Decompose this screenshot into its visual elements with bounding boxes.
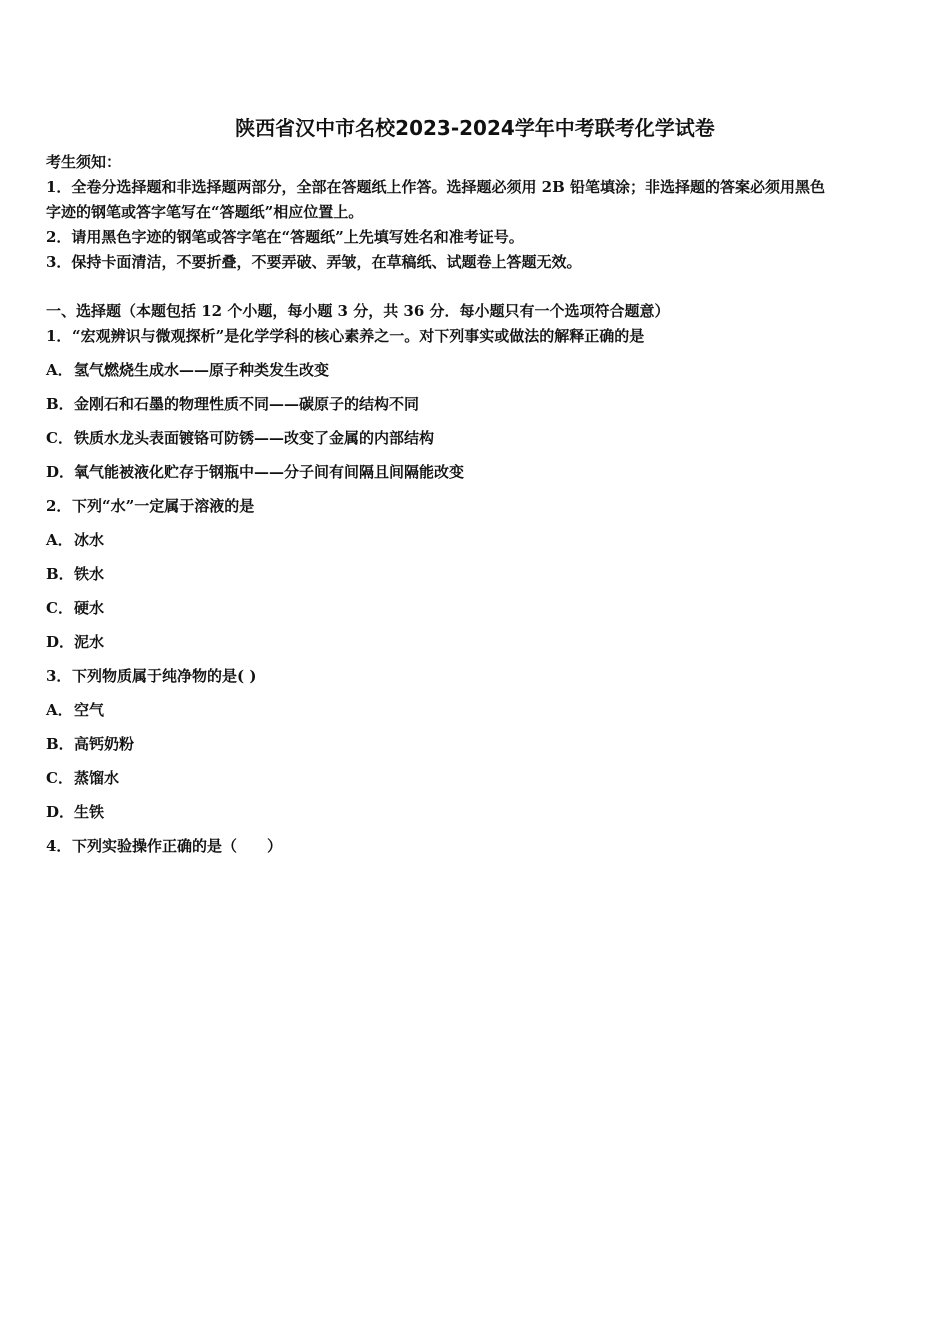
notice-block xyxy=(46,150,916,275)
option-text: 氧气能被液化贮存于钢瓶中——分子间有间隔且间隔能改变 xyxy=(74,463,465,481)
option-text: 铁质水龙头表面镀铬可防锈——改变了金属的内部结构 xyxy=(74,429,435,447)
question-3-option-d xyxy=(46,798,916,832)
question-number: 4． xyxy=(46,837,72,855)
question-3-option-b xyxy=(46,730,916,764)
option-letter: A． xyxy=(46,361,73,379)
option-text: 冰水 xyxy=(74,531,105,549)
option-letter: B． xyxy=(46,735,74,753)
question-text: “宏观辨识与微观探析”是化学学科的核心素养之一。对下列事实或做法的解释正确的是 xyxy=(72,327,645,345)
question-2-option-a xyxy=(46,526,916,560)
question-4-stem xyxy=(46,832,916,866)
option-letter: C． xyxy=(46,429,73,447)
option-letter: D． xyxy=(46,463,75,481)
option-letter: A． xyxy=(46,701,73,719)
notice-line-3: 3．保持卡面清洁，不要折叠，不要弄破、弄皱，在草稿纸、试题卷上答题无效。 xyxy=(46,253,582,271)
question-1-option-a xyxy=(46,356,916,390)
question-text: 下列“水”一定属于溶液的是 xyxy=(72,497,255,515)
option-letter: C． xyxy=(46,599,73,617)
option-text: 氢气燃烧生成水——原子种类发生改变 xyxy=(74,361,330,379)
notice-line-1a: 1．全卷分选择题和非选择题两部分，全部在答题纸上作答。选择题必须用 2B 铅笔填涂；非选择题的答案必须用黑色 xyxy=(46,178,826,196)
question-2-option-b xyxy=(46,560,916,594)
question-number: 2． xyxy=(46,497,72,515)
question-3-option-c xyxy=(46,764,916,798)
question-1-option-c xyxy=(46,424,916,458)
option-letter: A． xyxy=(46,531,73,549)
section-heading: 一、选择题（本题包括 12 个小题，每小题 3 分，共 36 分．每小题只有一个选项符合题意） xyxy=(46,302,670,320)
question-2-option-c xyxy=(46,594,916,628)
option-letter: D． xyxy=(46,803,75,821)
option-text: 铁水 xyxy=(74,565,105,583)
question-3-stem xyxy=(46,662,916,696)
page-title: 陕西省汉中市名校2023-2024学年中考联考化学试卷 xyxy=(235,116,715,140)
question-text: 下列物质属于纯净物的是( ) xyxy=(72,667,257,685)
option-text: 高钙奶粉 xyxy=(74,735,135,753)
notice-line-1b: 字迹的钢笔或答字笔写在“答题纸”相应位置上。 xyxy=(46,203,364,221)
option-text: 蒸馏水 xyxy=(74,769,120,787)
question-3-option-a xyxy=(46,696,916,730)
option-letter: B． xyxy=(46,565,74,583)
question-2-stem xyxy=(46,492,916,526)
option-text: 硬水 xyxy=(74,599,105,617)
question-number: 3． xyxy=(46,667,72,685)
notice-line-2: 2．请用黑色字迹的钢笔或答字笔在“答题纸”上先填写姓名和准考证号。 xyxy=(46,228,524,246)
question-text: 下列实验操作正确的是（ ） xyxy=(72,837,283,855)
question-1-option-d xyxy=(46,458,916,492)
option-text: 空气 xyxy=(74,701,105,719)
option-text: 泥水 xyxy=(74,633,105,651)
question-1-stem xyxy=(46,322,916,356)
notice-heading: 考生须知： xyxy=(46,153,122,171)
option-letter: D． xyxy=(46,633,75,651)
option-letter: B． xyxy=(46,395,74,413)
option-letter: C． xyxy=(46,769,73,787)
question-2-option-d xyxy=(46,628,916,662)
question-list xyxy=(46,322,916,866)
question-number: 1． xyxy=(46,327,72,345)
option-text: 金刚石和石墨的物理性质不同——碳原子的结构不同 xyxy=(74,395,420,413)
option-text: 生铁 xyxy=(74,803,105,821)
question-1-option-b xyxy=(46,390,916,424)
